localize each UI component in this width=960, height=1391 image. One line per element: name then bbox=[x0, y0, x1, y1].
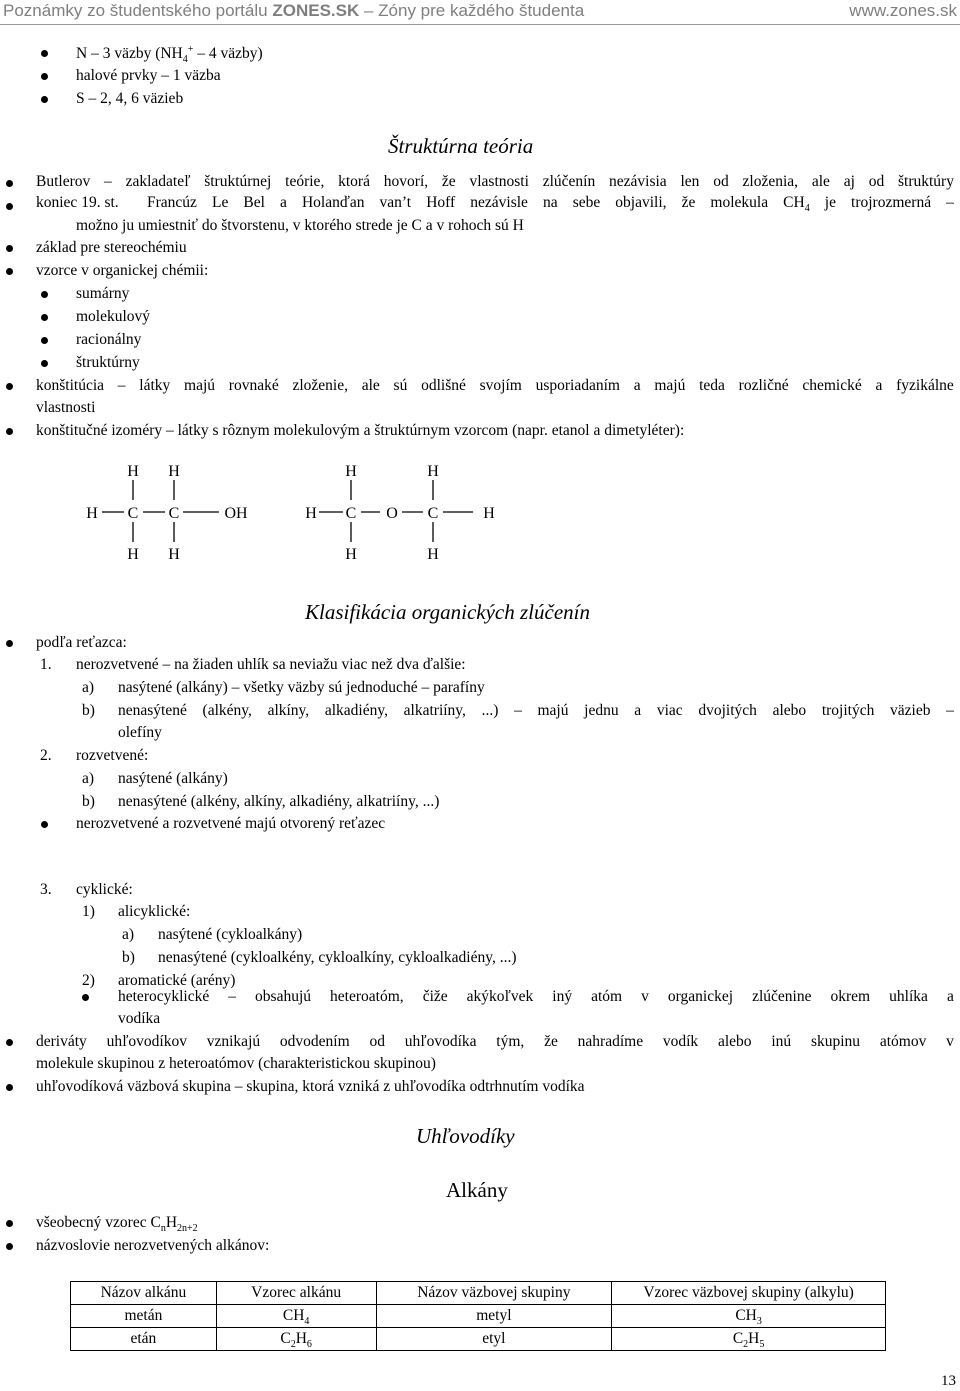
unbranched-unsaturated-2: olefíny bbox=[118, 724, 162, 741]
cyclic: cyklické: bbox=[76, 881, 133, 898]
heading-structural-theory: Štruktúrna teória bbox=[388, 134, 534, 158]
word: Butlerov bbox=[36, 173, 91, 190]
word: tým, bbox=[496, 1033, 525, 1050]
ether-h-left: H bbox=[305, 505, 317, 522]
word: atómov bbox=[879, 1033, 927, 1050]
by-chain: podľa reťazca: bbox=[36, 634, 127, 651]
table-header-cell: Vzorec väzbovej skupiny (alkylu) bbox=[612, 1282, 886, 1305]
derivatives-2: molekule skupinou z heteroatómov (charakteristickou skupinou) bbox=[36, 1055, 436, 1072]
word: zlúčenine bbox=[752, 988, 812, 1005]
bullet bbox=[41, 821, 48, 828]
word: trojrozmerná bbox=[851, 194, 932, 211]
item-number: 1. bbox=[40, 656, 52, 673]
table-row bbox=[71, 1305, 886, 1328]
word: a bbox=[875, 377, 883, 394]
word: v bbox=[641, 988, 649, 1005]
word: organickej bbox=[667, 988, 734, 1005]
heading-alkanes: Alkány bbox=[446, 1178, 508, 1202]
word: od bbox=[713, 173, 729, 190]
word: uhlíka bbox=[889, 988, 928, 1005]
word: zakladateľ bbox=[125, 173, 191, 190]
item-label: a) bbox=[82, 770, 95, 787]
word: hovorí, bbox=[383, 173, 429, 190]
ether-h-bottom1: H bbox=[345, 546, 357, 563]
header-prefix: Poznámky zo študentského portálu bbox=[3, 1, 268, 20]
word: – bbox=[946, 194, 954, 211]
word: že bbox=[544, 1033, 558, 1050]
item-label: a) bbox=[82, 679, 95, 696]
header-url: www.zones.sk bbox=[849, 1, 957, 20]
derivatives bbox=[36, 1032, 954, 1052]
word: ale bbox=[811, 173, 830, 190]
word: Francúz bbox=[147, 194, 197, 211]
word: vodík bbox=[662, 1033, 699, 1050]
bullet bbox=[6, 1039, 13, 1046]
word: odvodením bbox=[279, 1033, 350, 1050]
bullet bbox=[6, 1243, 13, 1250]
ether-c2: C bbox=[427, 505, 439, 522]
ethanol-c1: C bbox=[127, 505, 139, 522]
word: ale bbox=[361, 377, 380, 394]
item-label: 1) bbox=[82, 903, 95, 920]
heading-classification: Klasifikácia organických zlúčenín bbox=[305, 600, 590, 624]
word: alkadiény, bbox=[324, 702, 388, 719]
word: vznikajú bbox=[206, 1033, 261, 1050]
word: teda bbox=[699, 377, 725, 394]
page-number: 13 bbox=[941, 1373, 956, 1389]
word: na bbox=[542, 194, 558, 211]
aromatic: aromatické (arény) bbox=[118, 972, 236, 989]
word: viac bbox=[656, 702, 683, 719]
bond-lines bbox=[102, 480, 473, 542]
ethanol-h-top1: H bbox=[127, 463, 139, 480]
word: Bel bbox=[243, 194, 265, 211]
item-label: b) bbox=[82, 702, 95, 719]
word: látky bbox=[139, 377, 171, 394]
ethanol-h-left: H bbox=[86, 505, 98, 522]
word: a bbox=[633, 377, 641, 394]
table-row bbox=[71, 1328, 886, 1351]
valence-nitrogen: N – 3 väzby ($NH_4^+ - 4$ väzby) bbox=[76, 43, 263, 66]
naming: názvoslovie nerozvetvených alkánov: bbox=[36, 1237, 270, 1254]
word: Holanďan bbox=[301, 194, 365, 211]
word: atóm bbox=[591, 988, 623, 1005]
bullet bbox=[6, 1220, 13, 1227]
cycloalkanes: nasýtené (cykloalkány) bbox=[158, 926, 303, 943]
formula-type-sum: sumárny bbox=[76, 285, 130, 302]
item-label: b) bbox=[82, 793, 95, 810]
cycloalkenes: nenasýtené (cykloalkény, cykloalkíny, cykloalkadiény, ...) bbox=[158, 949, 517, 966]
table-header-cell: Vzorec alkánu bbox=[216, 1282, 376, 1305]
stereochemistry: základ pre stereochémiu bbox=[36, 239, 187, 256]
word: v bbox=[946, 1033, 954, 1050]
ether-c1: C bbox=[345, 505, 357, 522]
table-cell: etán bbox=[71, 1328, 217, 1351]
word: $CH_4$ bbox=[783, 194, 810, 215]
vanthoff-line-2: možno ju umiestniť do štvorstenu, v ktorého strede je C a v rohoch sú H bbox=[76, 217, 524, 234]
header-brand: ZONES.SK bbox=[272, 1, 360, 20]
word: Le bbox=[211, 194, 229, 211]
word: deriváty bbox=[36, 1033, 87, 1050]
word: štruktúrnej bbox=[204, 173, 272, 190]
table-cell: $C_2H_5$ bbox=[612, 1328, 886, 1351]
word: dvojitých bbox=[698, 702, 757, 719]
word: molekula bbox=[710, 194, 769, 211]
ethanol-oh: OH bbox=[224, 505, 248, 522]
table-header-row bbox=[71, 1282, 886, 1305]
item-label: a) bbox=[122, 926, 135, 943]
alicyclic: alicyklické: bbox=[118, 903, 191, 920]
word: iný bbox=[552, 988, 573, 1005]
bullet bbox=[6, 640, 13, 647]
word: majú bbox=[654, 377, 686, 394]
word: – bbox=[117, 377, 126, 394]
word: chemické bbox=[802, 377, 862, 394]
word: okrem bbox=[830, 988, 871, 1005]
word: že bbox=[441, 173, 456, 190]
word: obsahujú bbox=[255, 988, 312, 1005]
branched: rozvetvené: bbox=[76, 747, 149, 764]
word: uhľovodíka bbox=[404, 1033, 477, 1050]
valence-halogen: halové prvky – 1 väzba bbox=[76, 67, 221, 84]
heterocyclic-2: vodíka bbox=[118, 1010, 161, 1027]
general-formula: všeobecný vzorec $C_nH_{2n+2}$ bbox=[36, 1214, 198, 1235]
item-number: 2. bbox=[40, 747, 52, 764]
unbranched-unsaturated bbox=[118, 701, 954, 721]
word: uhľovodíkov bbox=[106, 1033, 187, 1050]
item-label: b) bbox=[122, 949, 135, 966]
valence-sulfur: S – 2, 4, 6 väzieb bbox=[76, 90, 184, 107]
word: – bbox=[946, 702, 954, 719]
word: zloženia, bbox=[742, 173, 799, 190]
word: nenasýtené bbox=[118, 702, 187, 719]
word: a bbox=[634, 702, 642, 719]
table-cell: etyl bbox=[376, 1328, 612, 1351]
word: ktorá bbox=[338, 173, 370, 190]
word: – bbox=[228, 988, 237, 1005]
bullet bbox=[6, 1084, 13, 1091]
unbranched: nerozvetvené – na žiaden uhlík sa neviažu viac než dva ďalšie: bbox=[76, 656, 466, 673]
bullet bbox=[82, 994, 89, 1001]
alkane-table bbox=[70, 1281, 886, 1351]
formula-type-rational: racionálny bbox=[76, 331, 142, 348]
word: alebo bbox=[717, 1033, 752, 1050]
branched-saturated: nasýtené (alkány) bbox=[118, 770, 228, 787]
word: je bbox=[824, 194, 836, 211]
word: len bbox=[680, 173, 700, 190]
word: od bbox=[868, 173, 885, 190]
item-number: 3. bbox=[40, 881, 52, 898]
word: inú bbox=[771, 1033, 792, 1050]
table-cell: $C_2H_6$ bbox=[216, 1328, 376, 1351]
heading-hydrocarbons: Uhľovodíky bbox=[416, 1124, 515, 1148]
word: väzieb bbox=[890, 702, 931, 719]
functional-group: uhľovodíková väzbová skupina – skupina, ktorá vzniká z uhľovodíka odtrhnutím vodíka bbox=[36, 1078, 585, 1095]
unbranched-saturated: nasýtené (alkány) – všetky väzby sú jednoduché – parafíny bbox=[118, 679, 485, 696]
ethanol-c2: C bbox=[168, 505, 180, 522]
word: jednu bbox=[584, 702, 619, 719]
ethanol-h-top2: H bbox=[168, 463, 180, 480]
word: alebo bbox=[772, 702, 807, 719]
word: od bbox=[369, 1033, 385, 1050]
word: alkatriíny, bbox=[403, 702, 466, 719]
word: zloženie, bbox=[292, 377, 348, 394]
formula-type-structural: štruktúrny bbox=[76, 354, 140, 371]
word: sebe bbox=[572, 194, 601, 211]
ether-h-top2: H bbox=[427, 463, 439, 480]
word: heteroatóm, bbox=[330, 988, 404, 1005]
butlerov-end: koniec 19. st. bbox=[36, 194, 119, 211]
word: teórie, bbox=[285, 173, 325, 190]
table-header-cell: Názov alkánu bbox=[71, 1282, 217, 1305]
word: že bbox=[681, 194, 696, 211]
word: nezávisle bbox=[470, 194, 528, 211]
item-label: 2) bbox=[82, 972, 95, 989]
formulas-intro: vzorce v organickej chémii: bbox=[36, 262, 209, 279]
word: – bbox=[514, 702, 522, 719]
word: van’t bbox=[379, 194, 412, 211]
word: Hoff bbox=[426, 194, 456, 211]
table-header-cell: Názov väzbovej skupiny bbox=[376, 1282, 612, 1305]
formula-type-molecular: molekulový bbox=[76, 308, 151, 325]
open-chain: nerozvetvené a rozvetvené majú otvorený reťazec bbox=[76, 815, 386, 832]
word: trojitých bbox=[821, 702, 875, 719]
table-cell: $CH_3$ bbox=[612, 1305, 886, 1328]
word: aj bbox=[843, 173, 855, 190]
word: ...) bbox=[481, 702, 499, 719]
word: štruktúry bbox=[897, 173, 954, 190]
word: majú bbox=[184, 377, 216, 394]
word: – bbox=[104, 173, 112, 190]
word: konštitúcia bbox=[36, 377, 105, 394]
word: usporiadaním bbox=[535, 377, 620, 394]
word: rozličné bbox=[738, 377, 789, 394]
word: nezávisia bbox=[609, 173, 667, 190]
word: nahradíme bbox=[577, 1033, 644, 1050]
table-cell: $CH_4$ bbox=[216, 1305, 376, 1328]
heterocyclic bbox=[118, 987, 954, 1007]
word: heterocyklické bbox=[118, 988, 210, 1005]
word: vlastnosti bbox=[469, 173, 529, 190]
ethanol-h-bottom1: H bbox=[127, 546, 139, 563]
ethanol-h-bottom2: H bbox=[168, 546, 180, 563]
word: a bbox=[946, 988, 954, 1005]
word: svojím bbox=[479, 377, 522, 394]
word: alkíny, bbox=[267, 702, 310, 719]
word: majú bbox=[537, 702, 569, 719]
table-cell: metán bbox=[71, 1305, 217, 1328]
word: zlúčenín bbox=[542, 173, 596, 190]
word: fyzikálne bbox=[896, 377, 954, 394]
table-cell: metyl bbox=[376, 1305, 612, 1328]
ether-h-top1: H bbox=[345, 463, 357, 480]
word: (alkény, bbox=[202, 702, 252, 719]
word: rovnaké bbox=[228, 377, 279, 394]
word: a bbox=[280, 194, 287, 211]
word: čiže bbox=[422, 988, 448, 1005]
word: skupinu bbox=[810, 1033, 861, 1050]
header-suffix: – Zóny pre každého študenta bbox=[359, 1, 585, 20]
ether-h-bottom2: H bbox=[427, 546, 439, 563]
ether-o: O bbox=[386, 505, 398, 522]
isomers-line: konštitučné izoméry – látky s rôznym molekulovým a štruktúrnym vzorcom (napr. etanol a dimetyléter): bbox=[36, 422, 685, 439]
word: odlišné bbox=[421, 377, 466, 394]
word: sú bbox=[393, 377, 408, 394]
word: objavili, bbox=[615, 194, 667, 211]
branched-unsaturated: nenasýtené (alkény, alkíny, alkadiény, alkatriíny, ...) bbox=[118, 793, 440, 810]
ether-h-right: H bbox=[483, 505, 495, 522]
constitution-line-2: vlastnosti bbox=[36, 399, 96, 416]
word: akýkoľvek bbox=[466, 988, 534, 1005]
